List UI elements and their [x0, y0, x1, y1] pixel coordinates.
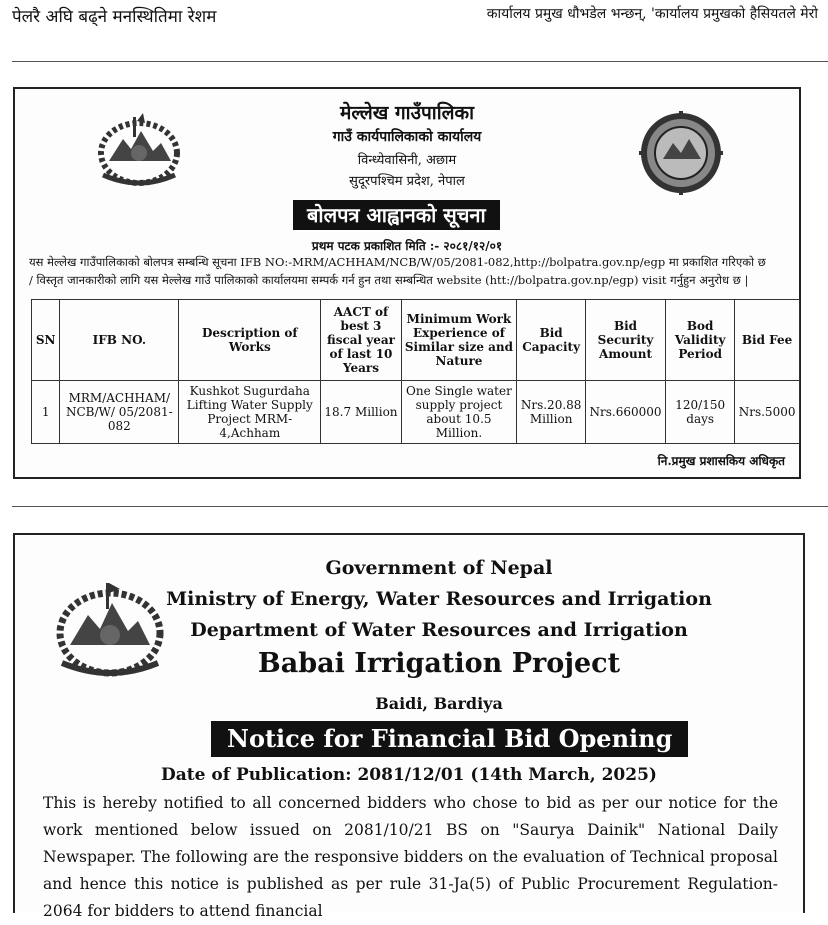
government-name: Government of Nepal — [325, 557, 553, 579]
column-header: Bid Capacity — [517, 300, 586, 381]
table-cell: 120/150 days — [666, 381, 735, 444]
column-header: AACT of best 3 fiscal year of last 10 Years — [321, 300, 401, 381]
header-right-text: कार्यालय प्रमुख धौभडेल भन्छन्, 'कार्यालय प्रमुखको हैसियतले मेरो — [486, 6, 818, 22]
table-cell: One Single water supply project about 10.5 Million. — [401, 381, 517, 444]
project-location: Baidi, Bardiya — [375, 694, 503, 713]
notice-body: This is hereby notified to all concerned bidders who chose to bid as per our notice for the work mentioned below issued on 2081/10/21 BS on "Saurya Dainik" National Daily Newspaper. The following are the responsive bidders on the evaluation of Technical proposal and hence this notice is published as per rule 31-Ja(5) of Public Procurement Regulation-2064 for bidders to attend financial — [43, 794, 778, 920]
column-header: SN — [32, 300, 60, 381]
table-cell: 18.7 Million — [321, 381, 401, 444]
signature-line: नि.प्रमुख प्रशासकिय अधिकृत — [657, 454, 785, 468]
table-cell: Nrs.20.88 Million — [517, 381, 586, 444]
municipality-name: मेल्लेख गाउँपालिका — [339, 102, 475, 124]
notice-banner: Notice for Financial Bid Opening — [211, 721, 688, 757]
office-location: विन्ध्येवासिनी, अछाम — [357, 153, 457, 168]
table-cell: 1 — [32, 381, 60, 444]
publication-date: Date of Publication: 2081/12/01 (14th March, 2025) — [161, 765, 657, 785]
header-left-text: पेलरै अघि बढ्ने मनस्थितिमा रेशम — [12, 7, 217, 27]
divider — [12, 506, 828, 507]
financial-bid-notice — [13, 533, 805, 920]
ministry-name: Ministry of Energy, Water Resources and Irrigation — [166, 588, 712, 610]
column-header: Bid Security Amount — [585, 300, 665, 381]
table-cell: Kushkot Sugurdaha Lifting Water Supply Project MRM-4,Achham — [179, 381, 321, 444]
table-cell: MRM/ACHHAM/ NCB/W/ 05/2081-082 — [60, 381, 179, 444]
project-name: Babai Irrigation Project — [257, 648, 621, 679]
column-header: Bod Validity Period — [666, 300, 735, 381]
table-cell: Nrs.660000 — [585, 381, 665, 444]
column-header: IFB NO. — [60, 300, 179, 381]
column-header: Minimum Work Experience of Similar size and Nature — [401, 300, 517, 381]
province-name: सुदूरपश्चिम प्रदेश, नेपाल — [349, 174, 465, 189]
table-row — [32, 381, 800, 444]
table-header-row — [32, 300, 800, 381]
office-name: गाउँ कार्यपालिकाको कार्यालय — [332, 129, 482, 145]
notice-body-line: / विस्तृत जानकारीको लागि यस मेल्लेख गाउँ पालिकाको कार्यालयमा सम्पर्क गर्न हुन तथा सम्बन्धित website (htt://bolpatra.gov.np/egp) visit गर्नुहुन अनुरोध छ | — [29, 273, 749, 287]
notice-body-line: यस मेल्लेख गाउँपालिकाको बोलपत्र सम्बन्धि सूचना IFB NO:-MRM/ACHHAM/NCB/W/05/2081-082,http://bolpatra.gov.np/egp मा प्रकाशित गरिएको छ — [29, 255, 766, 269]
notice-banner: बोलपत्र आह्वानको सूचना — [293, 200, 500, 230]
publication-date: प्रथम पटक प्रकाशित मिति :- २०८१/१२/०१ — [311, 239, 503, 253]
divider — [12, 61, 828, 62]
bid-table — [31, 299, 800, 444]
table-cell: Nrs.5000 — [735, 381, 800, 444]
column-header: Description of Works — [179, 300, 321, 381]
column-header: Bid Fee — [735, 300, 800, 381]
department-name: Department of Water Resources and Irrigation — [190, 619, 688, 641]
tender-notice-mellekh — [13, 87, 801, 479]
